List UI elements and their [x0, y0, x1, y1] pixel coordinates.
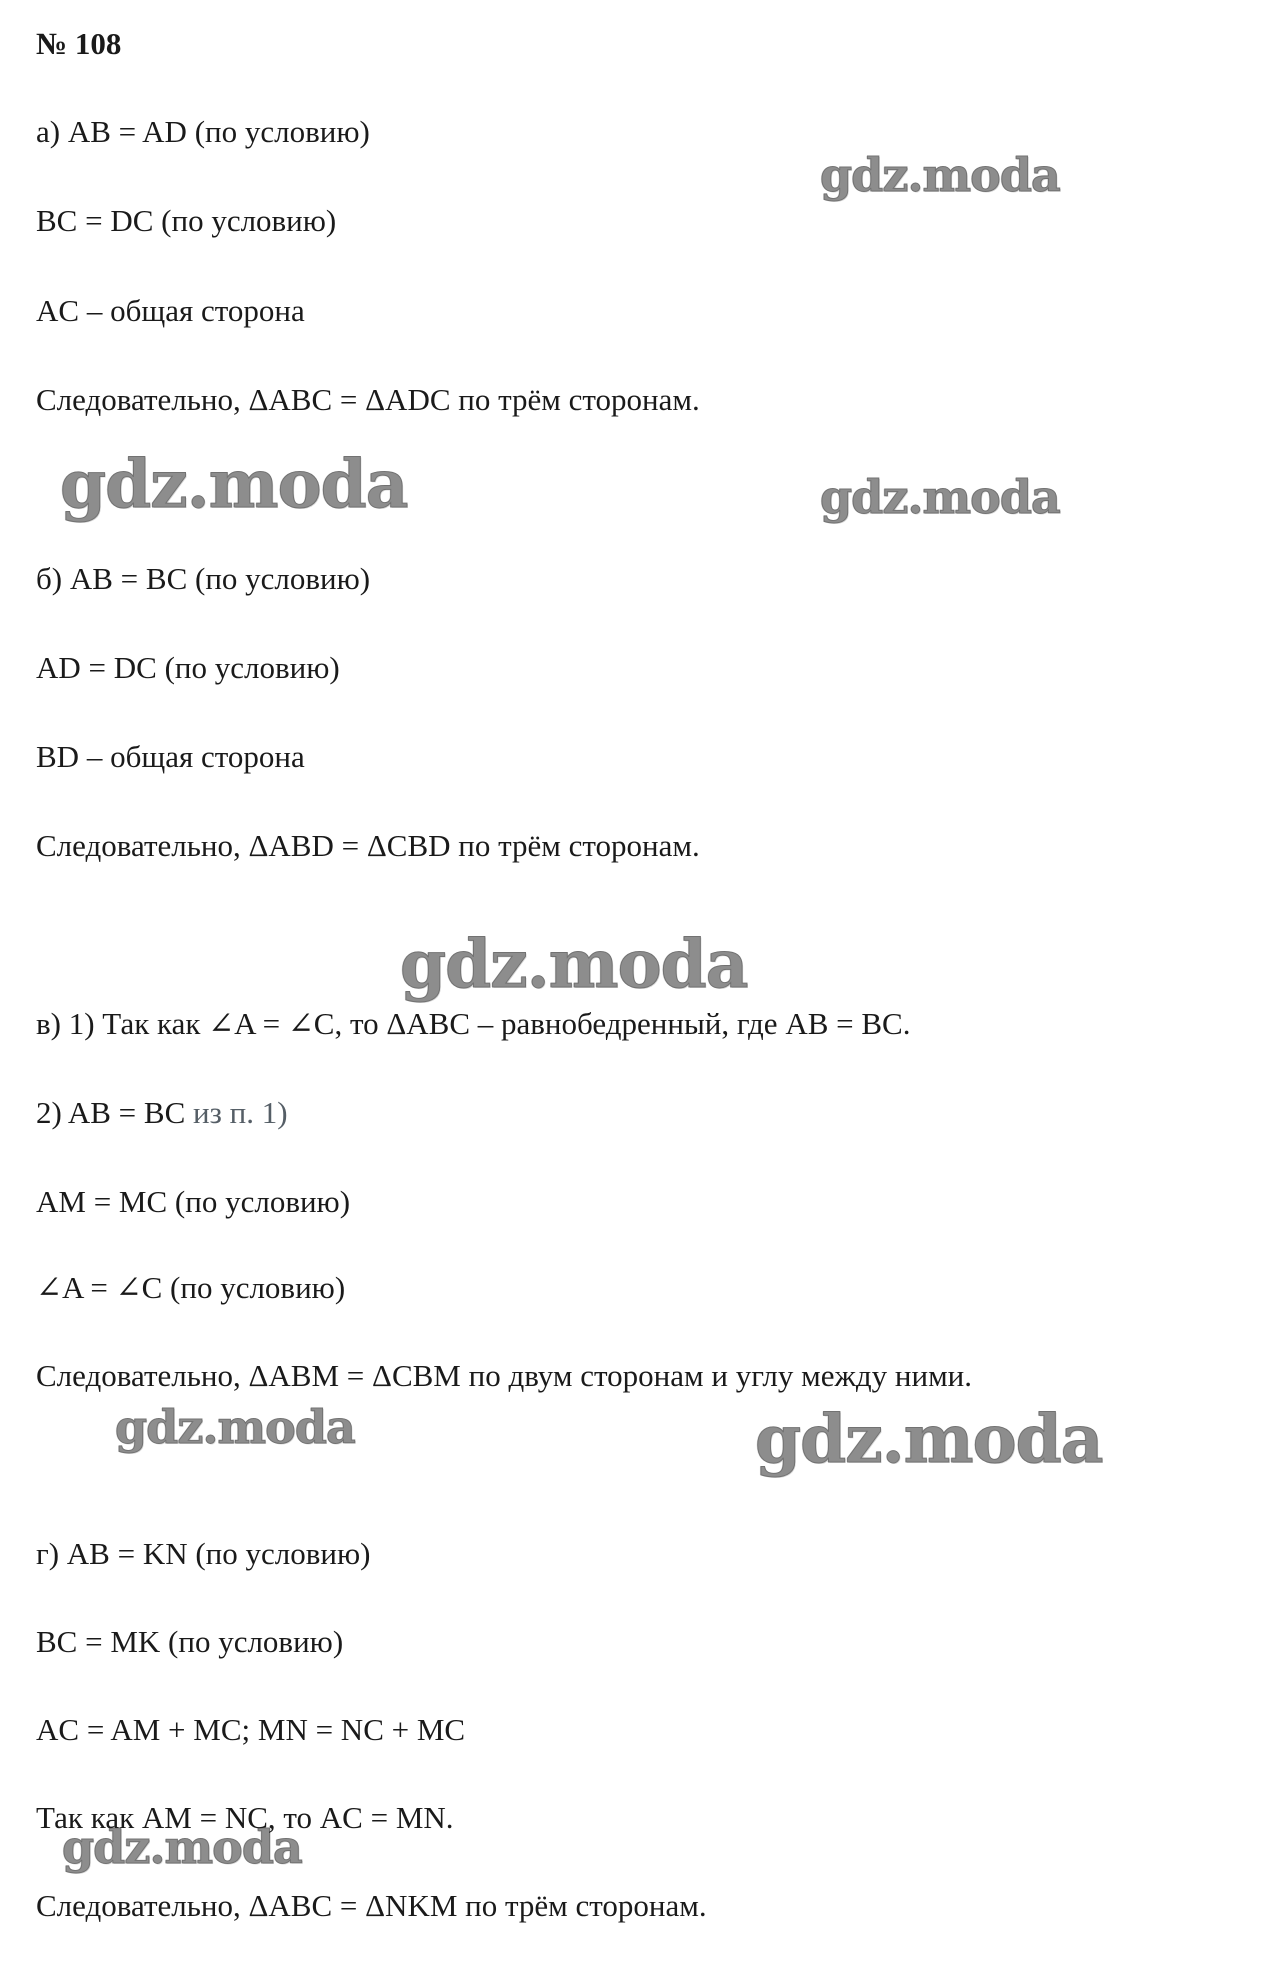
part-g-line-1: г) AB = KN (по условию)	[36, 1536, 371, 1571]
part-g-line-2: BC = MK (по условию)	[36, 1624, 344, 1659]
part-v-line-1: в) 1) Так как ∠A = ∠C, то ΔABC – равнобедренный, где AB = BC.	[36, 1006, 911, 1041]
part-b-conclusion: Следовательно, ΔABD = ΔCBD по трём сторонам.	[36, 828, 700, 863]
part-g-conclusion: Следовательно, ΔABC = ΔNKM по трём сторонам.	[36, 1888, 707, 1923]
part-a-conclusion: Следовательно, ΔABC = ΔADC по трём сторонам.	[36, 382, 700, 417]
watermark: gdz.moda	[60, 445, 408, 523]
part-v-line-3: AM = MC (по условию)	[36, 1184, 351, 1219]
part-g-line-4: Так как AM = NC, то AC = MN.	[36, 1800, 454, 1835]
part-v-line-2	[36, 1093, 288, 1133]
part-a-line-1: а) AB = AD (по условию)	[36, 114, 370, 149]
watermark: gdz.moda	[820, 470, 1060, 524]
watermark: gdz.moda	[400, 925, 748, 1003]
watermark: gdz.moda	[755, 1400, 1103, 1478]
watermark: gdz.moda	[62, 1820, 302, 1874]
part-a-line-2: BC = DC (по условию)	[36, 203, 337, 238]
watermark: gdz.moda	[820, 148, 1060, 202]
part-g-line-3: AC = AM + MC; MN = NC + MC	[36, 1712, 466, 1747]
part-a-line-3: AC – общая сторона	[36, 293, 305, 328]
part-b-line-3: BD – общая сторона	[36, 739, 305, 774]
part-b-line-1: б) AB = BC (по условию)	[36, 561, 371, 596]
part-b-line-2: AD = DC (по условию)	[36, 650, 340, 685]
problem-number: № 108	[36, 26, 122, 61]
part-v-line-4: ∠A = ∠C (по условию)	[36, 1270, 346, 1305]
part-v-line-2-main: 2) AB = BC	[36, 1095, 194, 1130]
part-v-line-2-note: из п. 1)	[193, 1095, 288, 1130]
part-v-conclusion: Следовательно, ΔABM = ΔCBM по двум сторонам и углу между ними.	[36, 1358, 973, 1393]
watermark: gdz.moda	[115, 1400, 355, 1454]
